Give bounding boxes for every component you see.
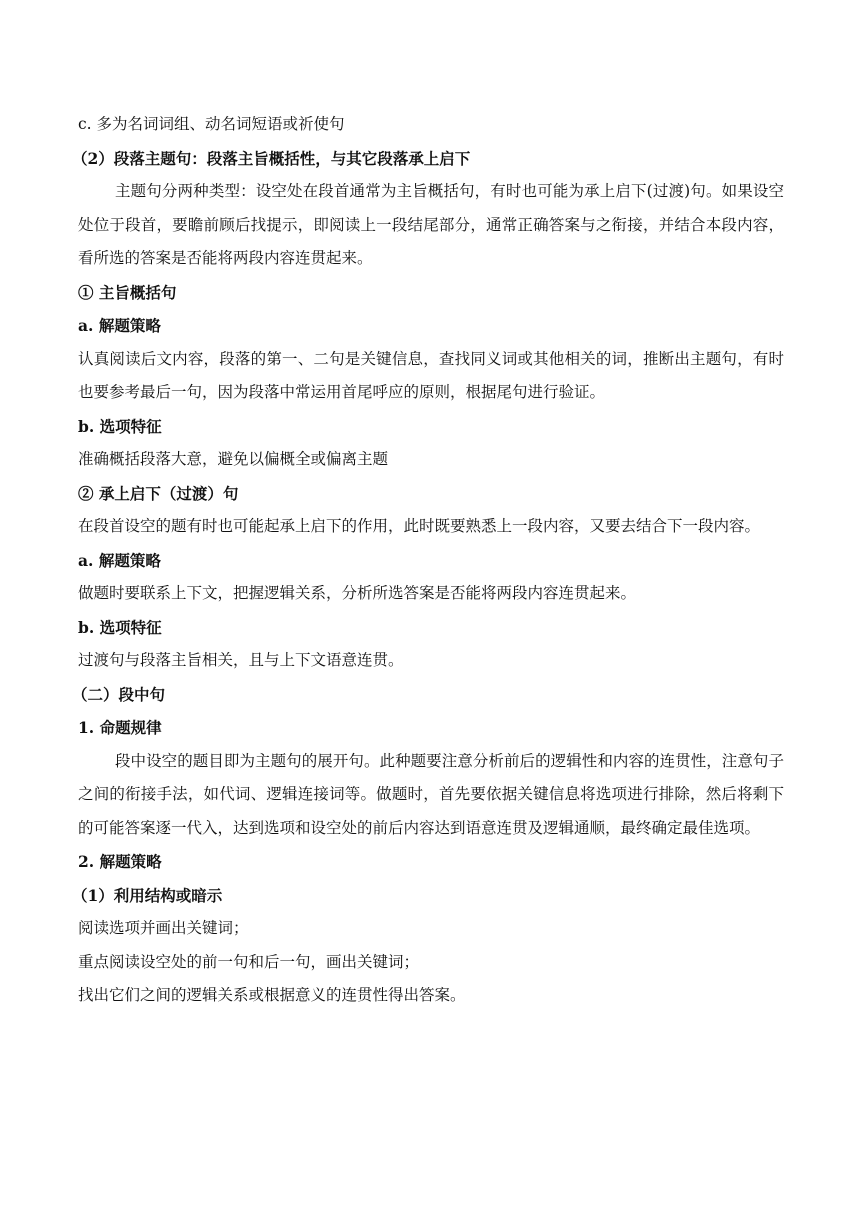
subheading-main-idea-sentence: ① 主旨概括句 <box>78 282 177 302</box>
subheading-features-b1: b. 选项特征 <box>78 416 162 436</box>
paragraph-pattern: 段中设空的题目即为主题句的展开句。此种题要注意分析前后的逻辑性和内容的连贯性，注意句子之间的衔接手法，如代词、逻辑连接词等。做题时，首先要依据关键信息将选项进行排除，然后将剩下的可能答案逐一代入，达到选项和设空处的前后内容达到语意连贯及逻辑通顺，最终确定最佳选项。 <box>78 751 784 837</box>
subheading-structure-hints: （1）利用结构或暗示 <box>72 885 223 905</box>
paragraph-features-b2: 过渡句与段落主旨相关，且与上下文语意连贯。 <box>78 651 404 669</box>
section-heading-paragraph-topic: （2）段落主题句：段落主旨概括性，与其它段落承上启下 <box>72 148 471 168</box>
subheading-strategy-2: 2. 解题策略 <box>78 852 162 871</box>
subheading-transition-sentence: ② 承上启下（过渡）句 <box>78 483 239 503</box>
paragraph-topic-sentence-types: 主题句分两种类型：设空处在段首通常为主旨概括句，有时也可能为承上启下(过渡)句。如果设空处位于段首，要瞻前顾后找提示，即阅读上一段结尾部分，通常正确答案与之衔接，并结合本段内容，看所选的答案是否能将两段内容连贯起来。 <box>78 182 784 267</box>
subheading-features-b2: b. 选项特征 <box>78 617 162 637</box>
subheading-strategy-a2: a. 解题策略 <box>78 550 161 570</box>
subheading-pattern: 1. 命题规律 <box>78 718 162 737</box>
document-page <box>72 108 784 1013</box>
paragraph-strategy-a1: 认真阅读后文内容，段落的第一、二句是关键信息，查找同义词或其他相关的词，推断出主题句，有时也要参考最后一句，因为段落中常运用首尾呼应的原则，根据尾句进行验证。 <box>78 349 784 401</box>
step-find-logic: 找出它们之间的逻辑关系或根据意义的连贯性得出答案。 <box>78 986 466 1004</box>
subheading-strategy-a1: a. 解题策略 <box>78 316 161 335</box>
list-item-c: c. 多为名词词组、动名词短语或祈使句 <box>78 115 345 133</box>
step-read-context: 重点阅读设空处的前一句和后一句，画出关键词； <box>78 952 420 971</box>
paragraph-transition-intro: 在段首设空的题有时也可能起承上启下的作用，此时既要熟悉上一段内容，又要去结合下一段内容。 <box>78 517 761 535</box>
section-heading-mid-paragraph: （二）段中句 <box>72 684 166 704</box>
step-read-options: 阅读选项并画出关键词； <box>78 919 249 937</box>
paragraph-strategy-a2: 做题时要联系上下文，把握逻辑关系，分析所选答案是否能将两段内容连贯起来。 <box>78 584 637 602</box>
paragraph-features-b1: 准确概括段落大意，避免以偏概全或偏离主题 <box>78 450 389 468</box>
